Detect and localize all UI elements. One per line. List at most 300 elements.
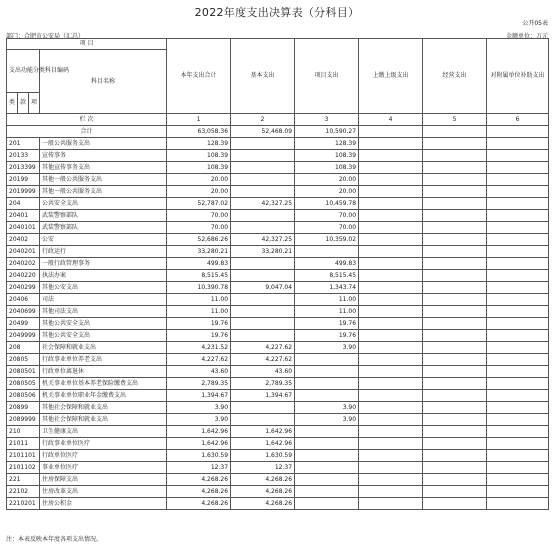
row-value-subsidiary (487, 450, 549, 462)
row-code: 2089999 (7, 414, 40, 426)
row-value-subsidiary (487, 174, 549, 186)
row-value-total: 4,268.26 (167, 486, 231, 498)
row-value-basic: 4,268.26 (231, 486, 295, 498)
row-value-project: 108.39 (295, 162, 359, 174)
kuan-header: 款 (18, 93, 29, 114)
col-num-3: 3 (295, 114, 359, 126)
row-value-project: 20.00 (295, 186, 359, 198)
col-header-superior: 上缴上级支出 (359, 39, 423, 114)
row-value-basic: 4,227.62 (231, 354, 295, 366)
row-name: 其他司法支出 (40, 306, 167, 318)
row-value-total: 4,227.62 (167, 354, 231, 366)
row-code: 20499 (7, 318, 40, 330)
row-value-project (295, 246, 359, 258)
project-header: 项 目 (7, 39, 167, 50)
row-value-total: 3.90 (167, 402, 231, 414)
row-value-project: 70.00 (295, 210, 359, 222)
table-row (7, 498, 549, 510)
row-value-total: 4,268.26 (167, 498, 231, 510)
row-value-operating (423, 426, 487, 438)
row-value-basic: 42,327.25 (231, 198, 295, 210)
row-value-project: 499.83 (295, 258, 359, 270)
row-value-operating (423, 462, 487, 474)
table-row (7, 162, 549, 174)
row-name: 武装警察部队 (40, 210, 167, 222)
col-header-total: 本年支出合计 (167, 39, 231, 114)
row-value-project: 3.90 (295, 342, 359, 354)
row-value-basic (231, 210, 295, 222)
row-name: 公安 (40, 234, 167, 246)
row-value-total: 11.00 (167, 306, 231, 318)
row-value-basic: 2,789.35 (231, 378, 295, 390)
row-value-project: 11.00 (295, 294, 359, 306)
col-num-4: 4 (359, 114, 423, 126)
row-name: 司法 (40, 294, 167, 306)
row-name: 其他一般公共服务支出 (40, 174, 167, 186)
row-code: 2040202 (7, 258, 40, 270)
unit-label: 金额单位：万元 (505, 33, 548, 40)
row-name: 住房公积金 (40, 498, 167, 510)
row-value-basic (231, 414, 295, 426)
row-value-project: 1,343.74 (295, 282, 359, 294)
row-value-project: 128.39 (295, 138, 359, 150)
row-value-operating (423, 138, 487, 150)
row-value-superior (359, 438, 423, 450)
row-value-basic: 4,268.26 (231, 498, 295, 510)
row-name: 事业单位医疗 (40, 462, 167, 474)
row-value-superior (359, 318, 423, 330)
row-value-total: 20.00 (167, 186, 231, 198)
row-value-superior (359, 162, 423, 174)
total-value-4 (359, 126, 423, 138)
row-name: 行政单位离退休 (40, 366, 167, 378)
row-value-basic (231, 174, 295, 186)
lei-header: 类 (7, 93, 18, 114)
row-code: 2101101 (7, 450, 40, 462)
row-value-operating (423, 474, 487, 486)
row-value-subsidiary (487, 330, 549, 342)
row-value-subsidiary (487, 258, 549, 270)
row-value-operating (423, 330, 487, 342)
col-header-basic: 基本支出 (231, 39, 295, 114)
table-row (7, 198, 549, 210)
row-value-subsidiary (487, 402, 549, 414)
row-value-operating (423, 234, 487, 246)
row-value-operating (423, 270, 487, 282)
row-value-operating (423, 174, 487, 186)
row-value-operating (423, 486, 487, 498)
row-value-basic (231, 222, 295, 234)
row-value-basic: 9,047.04 (231, 282, 295, 294)
row-name: 行政运行 (40, 246, 167, 258)
row-name: 住房保障支出 (40, 474, 167, 486)
row-value-project: 8,515.45 (295, 270, 359, 282)
row-name: 其他一般公共服务支出 (40, 186, 167, 198)
row-name: 公共安全支出 (40, 198, 167, 210)
row-code: 2040101 (7, 222, 40, 234)
row-value-subsidiary (487, 198, 549, 210)
row-value-superior (359, 402, 423, 414)
row-value-total: 4,268.26 (167, 474, 231, 486)
row-value-subsidiary (487, 306, 549, 318)
row-value-project (295, 474, 359, 486)
table-row (7, 210, 549, 222)
row-value-subsidiary (487, 246, 549, 258)
row-value-superior (359, 462, 423, 474)
row-value-project (295, 450, 359, 462)
table-row (7, 378, 549, 390)
row-value-superior (359, 450, 423, 462)
row-value-project (295, 438, 359, 450)
row-value-subsidiary (487, 234, 549, 246)
row-value-superior (359, 342, 423, 354)
row-value-subsidiary (487, 282, 549, 294)
row-value-project: 3.90 (295, 402, 359, 414)
row-value-operating (423, 438, 487, 450)
row-value-basic (231, 330, 295, 342)
row-name: 其他公共安全支出 (40, 330, 167, 342)
row-name: 其他社会保障和就业支出 (40, 402, 167, 414)
organization-label: 部门：合肥市公安局（汇总） (6, 33, 85, 40)
row-value-superior (359, 426, 423, 438)
table-row (7, 258, 549, 270)
row-code: 20805 (7, 354, 40, 366)
row-name: 其他宣传事务支出 (40, 162, 167, 174)
row-value-basic (231, 270, 295, 282)
row-value-basic (231, 318, 295, 330)
table-row (7, 474, 549, 486)
row-value-operating (423, 378, 487, 390)
row-value-basic: 1,642.96 (231, 426, 295, 438)
row-code: 20199 (7, 174, 40, 186)
row-value-subsidiary (487, 342, 549, 354)
row-value-basic: 1,630.59 (231, 450, 295, 462)
report-title: 2022年度支出决算表（分科目） (194, 6, 360, 19)
xiang-header: 项 (29, 93, 40, 114)
row-name: 社会保障和就业支出 (40, 342, 167, 354)
row-value-superior (359, 210, 423, 222)
row-value-operating (423, 150, 487, 162)
row-value-basic: 12.37 (231, 462, 295, 474)
lanci-header: 栏 次 (7, 114, 167, 126)
row-value-total: 52,787.02 (167, 198, 231, 210)
row-value-total: 8,515.45 (167, 270, 231, 282)
row-value-total: 1,642.96 (167, 438, 231, 450)
row-value-total: 4,231.52 (167, 342, 231, 354)
row-value-total: 2,789.35 (167, 378, 231, 390)
row-code: 20401 (7, 210, 40, 222)
row-code: 2040201 (7, 246, 40, 258)
row-value-superior (359, 198, 423, 210)
col-num-5: 5 (423, 114, 487, 126)
row-value-superior (359, 330, 423, 342)
row-value-basic (231, 150, 295, 162)
row-value-subsidiary (487, 378, 549, 390)
row-code: 20406 (7, 294, 40, 306)
row-value-project: 20.00 (295, 174, 359, 186)
row-code: 2040299 (7, 282, 40, 294)
row-value-operating (423, 390, 487, 402)
row-name: 机关事业单位基本养老保险缴费支出 (40, 378, 167, 390)
table-row (7, 486, 549, 498)
row-value-basic (231, 186, 295, 198)
row-code: 2040699 (7, 306, 40, 318)
row-name: 卫生健康支出 (40, 426, 167, 438)
row-value-subsidiary (487, 186, 549, 198)
table-row (7, 354, 549, 366)
row-value-subsidiary (487, 462, 549, 474)
row-name: 行政单位医疗 (40, 450, 167, 462)
row-value-superior (359, 282, 423, 294)
table-row (7, 438, 549, 450)
row-value-operating (423, 258, 487, 270)
row-value-superior (359, 474, 423, 486)
total-value-6 (487, 126, 549, 138)
row-value-project (295, 366, 359, 378)
row-value-basic (231, 138, 295, 150)
table-row (7, 222, 549, 234)
row-value-superior (359, 258, 423, 270)
row-name: 其他公安支出 (40, 282, 167, 294)
table-row (7, 282, 549, 294)
row-value-total: 10,390.78 (167, 282, 231, 294)
row-value-subsidiary (487, 366, 549, 378)
row-value-superior (359, 294, 423, 306)
row-value-project (295, 498, 359, 510)
row-code: 2080506 (7, 390, 40, 402)
row-code: 221 (7, 474, 40, 486)
row-value-operating (423, 354, 487, 366)
row-value-project: 3.90 (295, 414, 359, 426)
row-value-superior (359, 498, 423, 510)
row-value-superior (359, 486, 423, 498)
row-value-basic (231, 306, 295, 318)
row-value-total: 11.00 (167, 294, 231, 306)
row-value-operating (423, 282, 487, 294)
row-value-project: 11.00 (295, 306, 359, 318)
row-value-operating (423, 318, 487, 330)
row-value-basic: 4,227.62 (231, 342, 295, 354)
row-code: 22102 (7, 486, 40, 498)
row-value-operating (423, 186, 487, 198)
total-label: 合计 (7, 126, 167, 138)
row-name: 执法办案 (40, 270, 167, 282)
row-value-subsidiary (487, 210, 549, 222)
row-value-operating (423, 294, 487, 306)
row-name: 其他社会保障和就业支出 (40, 414, 167, 426)
row-value-total: 108.39 (167, 150, 231, 162)
row-value-superior (359, 174, 423, 186)
table-row (7, 150, 549, 162)
row-code: 2080501 (7, 366, 40, 378)
row-value-operating (423, 414, 487, 426)
row-value-basic: 1,642.96 (231, 438, 295, 450)
table-row (7, 174, 549, 186)
row-code: 2080505 (7, 378, 40, 390)
table-row (7, 270, 549, 282)
table-row (7, 294, 549, 306)
row-value-total: 70.00 (167, 222, 231, 234)
col-header-project: 项目支出 (295, 39, 359, 114)
footnote: 注：本表反映本年度各项支出情况。 (6, 536, 103, 543)
row-value-superior (359, 366, 423, 378)
row-code: 20899 (7, 402, 40, 414)
row-value-project: 70.00 (295, 222, 359, 234)
row-value-operating (423, 222, 487, 234)
table-row (7, 366, 549, 378)
row-value-basic: 42,327.25 (231, 234, 295, 246)
row-value-superior (359, 306, 423, 318)
table-row (7, 426, 549, 438)
row-value-total: 70.00 (167, 210, 231, 222)
row-value-operating (423, 498, 487, 510)
row-code: 201 (7, 138, 40, 150)
row-value-project: 10,359.02 (295, 234, 359, 246)
row-value-subsidiary (487, 474, 549, 486)
row-value-basic: 43.60 (231, 366, 295, 378)
row-value-total: 499.83 (167, 258, 231, 270)
row-name: 行政事业单位养老支出 (40, 354, 167, 366)
row-code: 21011 (7, 438, 40, 450)
row-value-subsidiary (487, 270, 549, 282)
row-value-operating (423, 450, 487, 462)
row-value-total: 43.60 (167, 366, 231, 378)
row-value-operating (423, 210, 487, 222)
row-code: 2013399 (7, 162, 40, 174)
row-value-project (295, 390, 359, 402)
table-row (7, 342, 549, 354)
table-row (7, 246, 549, 258)
row-value-total: 1,630.59 (167, 450, 231, 462)
row-value-subsidiary (487, 354, 549, 366)
row-value-basic (231, 402, 295, 414)
row-value-superior (359, 222, 423, 234)
row-value-project (295, 426, 359, 438)
row-code: 208 (7, 342, 40, 354)
row-name: 宣传事务 (40, 150, 167, 162)
row-value-subsidiary (487, 486, 549, 498)
row-value-subsidiary (487, 222, 549, 234)
row-value-total: 52,686.26 (167, 234, 231, 246)
row-value-subsidiary (487, 414, 549, 426)
row-value-project (295, 486, 359, 498)
table-row (7, 318, 549, 330)
row-name: 一般公共服务支出 (40, 138, 167, 150)
row-code: 2019999 (7, 186, 40, 198)
row-value-subsidiary (487, 318, 549, 330)
row-value-operating (423, 402, 487, 414)
row-value-superior (359, 270, 423, 282)
row-value-project (295, 462, 359, 474)
row-value-project: 10,459.78 (295, 198, 359, 210)
table-row (7, 402, 549, 414)
row-name: 武装警察部队 (40, 222, 167, 234)
total-value-2: 52,468.09 (231, 126, 295, 138)
row-value-superior (359, 150, 423, 162)
row-value-basic (231, 258, 295, 270)
row-name: 机关事业单位职业年金缴费支出 (40, 390, 167, 402)
col-header-operating: 经营支出 (423, 39, 487, 114)
row-code: 2101102 (7, 462, 40, 474)
row-value-superior (359, 390, 423, 402)
row-value-superior (359, 414, 423, 426)
name-header: 科目名称 (40, 50, 167, 114)
table-row (7, 450, 549, 462)
row-code: 2210201 (7, 498, 40, 510)
row-name: 一般行政管理事务 (40, 258, 167, 270)
total-row (7, 126, 549, 138)
table-row (7, 390, 549, 402)
row-value-total: 19.76 (167, 330, 231, 342)
row-value-basic (231, 294, 295, 306)
row-value-total: 12.37 (167, 462, 231, 474)
row-value-superior (359, 378, 423, 390)
row-code: 210 (7, 426, 40, 438)
row-value-subsidiary (487, 438, 549, 450)
row-value-superior (359, 138, 423, 150)
row-value-operating (423, 246, 487, 258)
row-value-superior (359, 246, 423, 258)
row-value-operating (423, 162, 487, 174)
expenditure-table (6, 38, 549, 510)
row-code: 20402 (7, 234, 40, 246)
row-code: 2040220 (7, 270, 40, 282)
row-value-subsidiary (487, 138, 549, 150)
table-row (7, 462, 549, 474)
row-value-total: 33,280.21 (167, 246, 231, 258)
row-value-basic: 1,394.67 (231, 390, 295, 402)
row-value-total: 1,642.96 (167, 426, 231, 438)
row-value-project (295, 354, 359, 366)
table-row (7, 414, 549, 426)
row-value-subsidiary (487, 162, 549, 174)
total-value-3: 10,590.27 (295, 126, 359, 138)
row-value-total: 19.76 (167, 318, 231, 330)
table-row (7, 330, 549, 342)
table-row (7, 138, 549, 150)
total-value-5 (423, 126, 487, 138)
row-value-basic: 33,280.21 (231, 246, 295, 258)
row-value-subsidiary (487, 426, 549, 438)
table-row (7, 186, 549, 198)
col-num-6: 6 (487, 114, 549, 126)
row-value-subsidiary (487, 150, 549, 162)
row-code: 20133 (7, 150, 40, 162)
table-body (7, 126, 549, 510)
row-value-subsidiary (487, 390, 549, 402)
row-value-project: 19.76 (295, 318, 359, 330)
row-name: 住房改革支出 (40, 486, 167, 498)
col-num-1: 1 (167, 114, 231, 126)
row-value-operating (423, 342, 487, 354)
row-value-total: 108.39 (167, 162, 231, 174)
row-code: 204 (7, 198, 40, 210)
row-value-subsidiary (487, 294, 549, 306)
row-value-project (295, 378, 359, 390)
table-row (7, 234, 549, 246)
row-value-superior (359, 354, 423, 366)
form-number: 公开05表 (522, 20, 548, 27)
table-row (7, 306, 549, 318)
row-value-operating (423, 366, 487, 378)
row-value-operating (423, 198, 487, 210)
row-value-superior (359, 234, 423, 246)
row-value-project: 19.76 (295, 330, 359, 342)
col-num-2: 2 (231, 114, 295, 126)
row-value-basic: 4,268.26 (231, 474, 295, 486)
row-value-total: 128.39 (167, 138, 231, 150)
row-name: 行政事业单位医疗 (40, 438, 167, 450)
